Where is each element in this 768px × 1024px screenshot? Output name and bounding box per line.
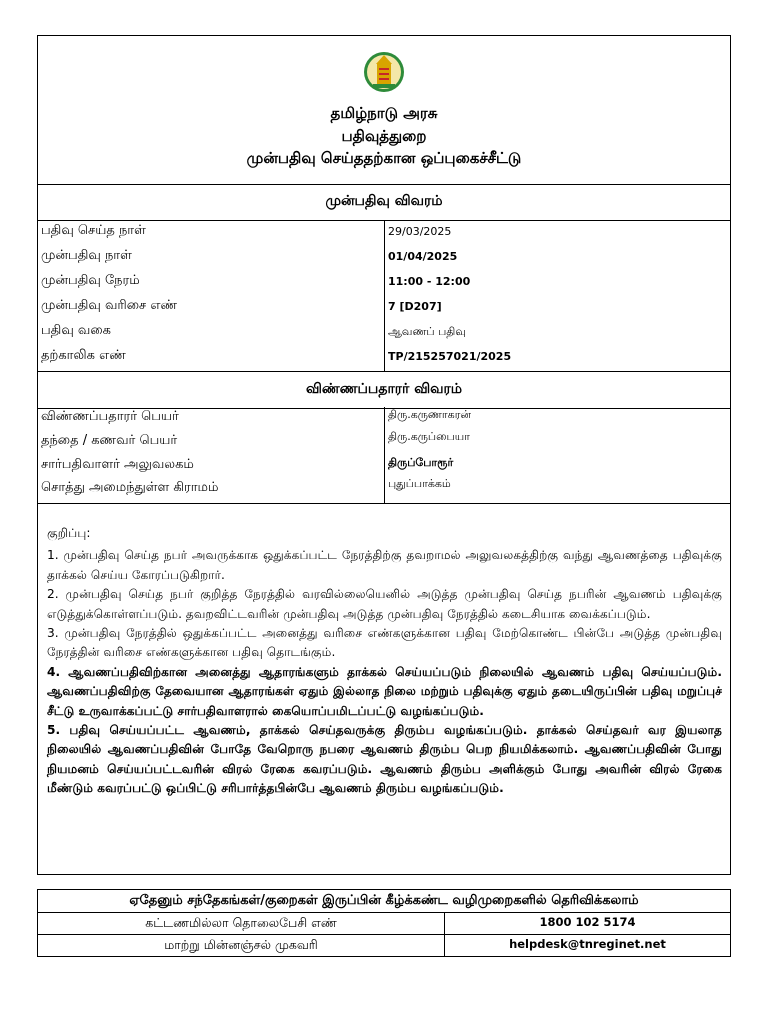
helpdesk-email: helpdesk@tnreginet.net: [509, 937, 666, 951]
booking-label: தற்காலிக எண்: [41, 348, 126, 363]
applicant-value: புதுப்பாக்கம்: [388, 477, 451, 490]
applicant-section-title: விண்ணப்பதாரர் விவரம்: [38, 371, 730, 409]
booking-label: முன்பதிவு நாள்: [41, 248, 132, 263]
booking-divider: [384, 221, 385, 371]
booking-value: 7 [D207]: [388, 300, 442, 313]
note-item: 5. பதிவு செய்யப்பட்ட ஆவணம், தாக்கல் செய்தவருக்கு திரும்ப வழங்கப்படும். தாக்கல் செய்தவர் வர இயலாத நிலையில் ஆவணப்பதிவின் போதே வேறொரு நபரை ஆவணம் திரும்ப பெற நியமிக்கலாம். ஆவணப்பதிவின் போது நியமனம் செய்யப்பட்டவரின் விரல் ரேகை கவரப்படும். ஆவணம் திரும்ப அளிக்கும் போது அவரின் விரல் ரேகை மீண்டும் கவரப்பட்டு ஒப்பிட்டு சரிபார்த்தபின்பே ஆவணம் திரும்ப வழங்கப்படும்.: [47, 723, 722, 796]
note-item: 3. முன்பதிவு நேரத்தில் ஒதுக்கப்பட்ட அனைத்து வரிசை எண்களுக்கான பதிவு மேற்கொண்ட பின்பே அடுத்த முன்பதிவு நேரத்தின் வரிசை எண்களுக்கான பதிவு தொடங்கும்.: [47, 626, 722, 660]
contact-label: மாற்று மின்னஞ்சல் முகவரி: [38, 934, 445, 956]
receipt-header: [38, 36, 730, 185]
applicant-label: சார்பதிவாளர் அலுவலகம்: [41, 457, 194, 472]
government-title: தமிழ்நாடு அரசு: [330, 104, 438, 122]
booking-value: TP/215257021/2025: [388, 350, 512, 363]
applicant-value: திரு.கருணாகரன்: [388, 408, 472, 421]
booking-value: 01/04/2025: [388, 250, 458, 263]
applicant-label: விண்ணப்பதாரர் பெயர்: [41, 409, 179, 424]
booking-label: பதிவு செய்த நாள்: [41, 223, 146, 238]
notes-heading: குறிப்பு:: [47, 526, 91, 540]
applicant-divider: [384, 407, 385, 503]
booking-label: பதிவு வகை: [41, 323, 111, 338]
booking-label: முன்பதிவு வரிசை எண்: [41, 298, 178, 313]
booking-section-title: முன்பதிவு விவரம்: [38, 184, 730, 221]
note-item: 1. முன்பதிவு செய்த நபர் அவருக்காக ஒதுக்கப்பட்ட நேரத்திற்கு தவறாமல் அலுவலகத்திற்கு வந்து ஆவணத்தை பதிவுக்கு தாக்கல் செய்ய கோரப்படுகிறார்.: [47, 548, 722, 582]
contact-label: கட்டணமில்லா தொலைபேசி எண்: [38, 912, 445, 934]
tamil-nadu-emblem-icon: [363, 50, 405, 94]
applicant-value: திரு.கருப்பையா: [388, 430, 470, 443]
contact-table: [37, 889, 731, 957]
document-title: முன்பதிவு செய்ததற்கான ஒப்புகைச்சீட்டு: [246, 149, 522, 167]
booking-value: 29/03/2025: [388, 225, 452, 238]
applicant-value: திருப்போரூர்: [388, 456, 454, 469]
contact-heading: ஏதேனும் சந்தேகங்கள்/குறைகள் இருப்பின் கீழ்க்கண்ட வழிமுறைகளில் தெரிவிக்கலாம்: [38, 890, 730, 913]
booking-value: ஆவணப் பதிவு: [388, 325, 466, 338]
applicant-label: சொத்து அமைந்துள்ள கிராமம்: [41, 480, 219, 495]
contact-row: [38, 912, 730, 935]
booking-label: முன்பதிவு நேரம்: [41, 273, 140, 288]
booking-value: 11:00 - 12:00: [388, 275, 471, 288]
department-title: பதிவுத்துறை: [341, 127, 427, 145]
tollfree-number: 1800 102 5174: [539, 915, 636, 929]
note-item: 4. ஆவணப்பதிவிற்கான அனைத்து ஆதாரங்களும் தாக்கல் செய்யப்படும் நிலையில் ஆவணம் பதிவு செய்யப்படும். ஆவணப்பதிவிற்கு தேவையான ஆதாரங்கள் ஏதும் இல்லாத நிலை மற்றும் பதிவுக்கு ஏதும் தடையிருப்பின் பதிவு மறுப்புச் சீட்டு உருவாக்கப்பட்டு சார்பதிவாளரால் கையொப்பமிடப்பட்டு வழங்கப்படும்.: [47, 664, 722, 718]
note-item: 2. முன்பதிவு செய்த நபர் குறித்த நேரத்தில் வரவில்லையெனில் அடுத்த முன்பதிவு செய்த நபரின் ஆவணம் பதிவுக்கு எடுத்துக்கொள்ளப்படும். தவறவிட்டவரின் முன்பதிவு அடுத்த முன்பதிவு நேரத்தில் கடைசியாக வைக்கப்படும்.: [47, 587, 722, 621]
contact-row: [38, 934, 730, 956]
applicant-label: தந்தை / கணவர் பெயர்: [41, 433, 178, 448]
receipt-page: [37, 35, 731, 875]
notes-section: [38, 503, 730, 876]
